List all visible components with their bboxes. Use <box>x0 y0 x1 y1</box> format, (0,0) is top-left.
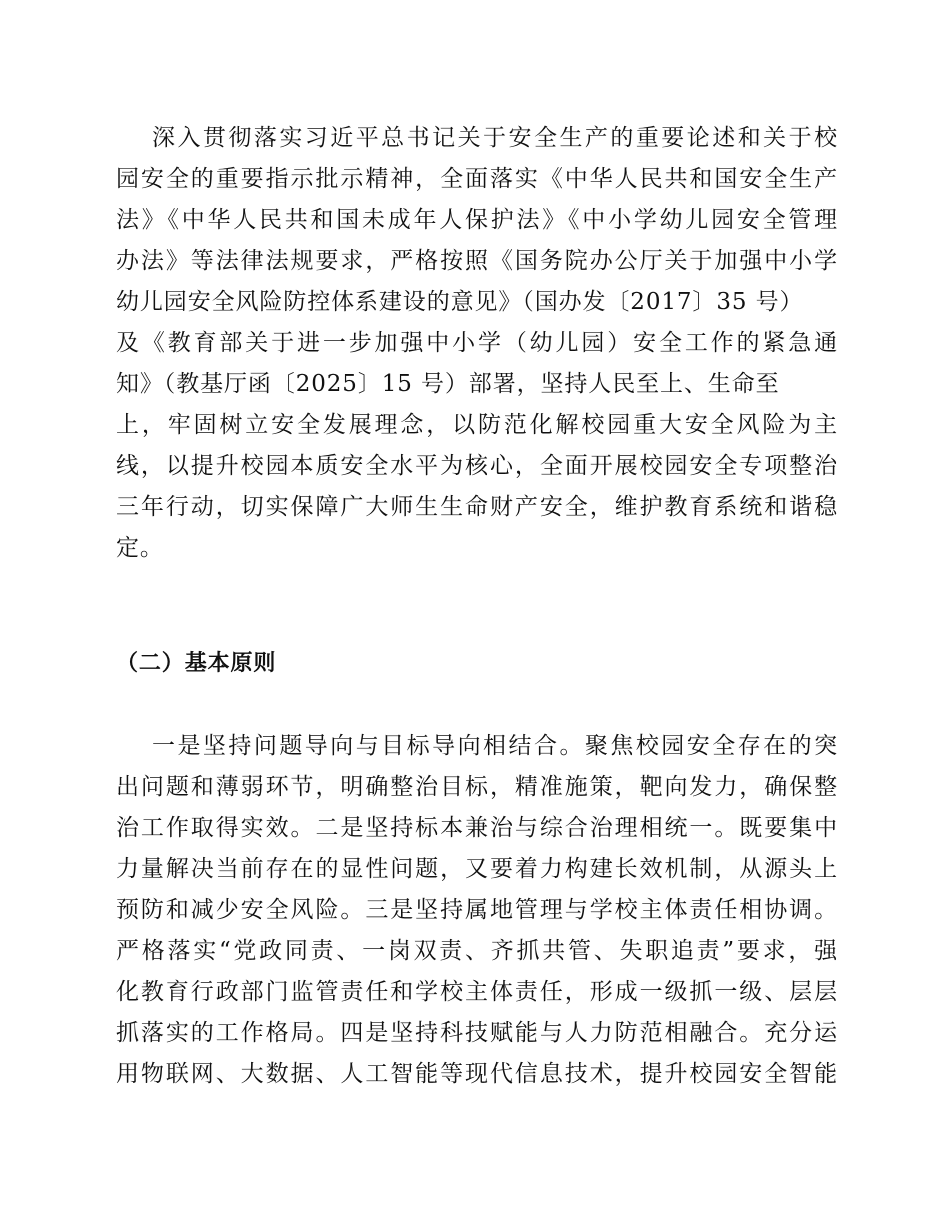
text-line: 用物联网、大数据、人工智能等现代信息技术，提升校园安全智能 <box>116 1061 838 1087</box>
text-line: 治工作取得实效。二是坚持标本兼治与综合治理相统一。既要集中 <box>116 815 838 841</box>
text-line: 预防和减少安全风险。三是坚持属地管理与学校主体责任相协调。 <box>116 897 838 923</box>
paragraph-intro <box>116 118 838 569</box>
text-line: 知》（教基厅函〔2025〕15 号）部署，坚持人民至上、生命至 <box>116 371 780 397</box>
text-line: 园安全的重要指示批示精神，全面落实《中华人民共和国安全生产 <box>116 166 838 192</box>
text-line: 办法》等法律法规要求，严格按照《国务院办公厅关于加强中小学 <box>116 248 838 274</box>
text-line: 法》《中华人民共和国未成年人保护法》《中小学幼儿园安全管理 <box>116 207 838 233</box>
text-line: 三年行动，切实保障广大师生生命财产安全，维护教育系统和谐稳 <box>116 494 838 520</box>
text-line: 线，以提升校园本质安全水平为核心，全面开展校园安全专项整治 <box>116 453 838 479</box>
text-line: 幼儿园安全风险防控体系建设的意见》（国办发〔2017〕35 号） <box>116 289 804 315</box>
text-line: 及《教育部关于进一步加强中小学（幼儿园）安全工作的紧急通 <box>116 330 838 356</box>
text-line: 抓落实的工作格局。四是坚持科技赋能与人力防范相融合。充分运 <box>116 1020 838 1046</box>
text-line: 深入贯彻落实习近平总书记关于安全生产的重要论述和关于校 <box>152 125 838 151</box>
section-heading: （二）基本原则 <box>116 651 277 676</box>
text-line: 一是坚持问题导向与目标导向相结合。聚焦校园安全存在的突 <box>152 733 838 759</box>
text-line: 力量解决当前存在的显性问题，又要着力构建长效机制，从源头上 <box>116 856 838 882</box>
text-line: 化教育行政部门监管责任和学校主体责任，形成一级抓一级、层层 <box>116 979 838 1005</box>
paragraph-principles <box>116 726 838 1095</box>
text-line: 定。 <box>116 535 164 561</box>
text-line: 严格落实“党政同责、一岗双责、齐抓共管、失职追责”要求，强 <box>116 938 838 964</box>
text-line: 上，牢固树立安全发展理念，以防范化解校园重大安全风险为主 <box>116 412 838 438</box>
text-line: 出问题和薄弱环节，明确整治目标，精准施策，靶向发力，确保整 <box>116 774 838 800</box>
